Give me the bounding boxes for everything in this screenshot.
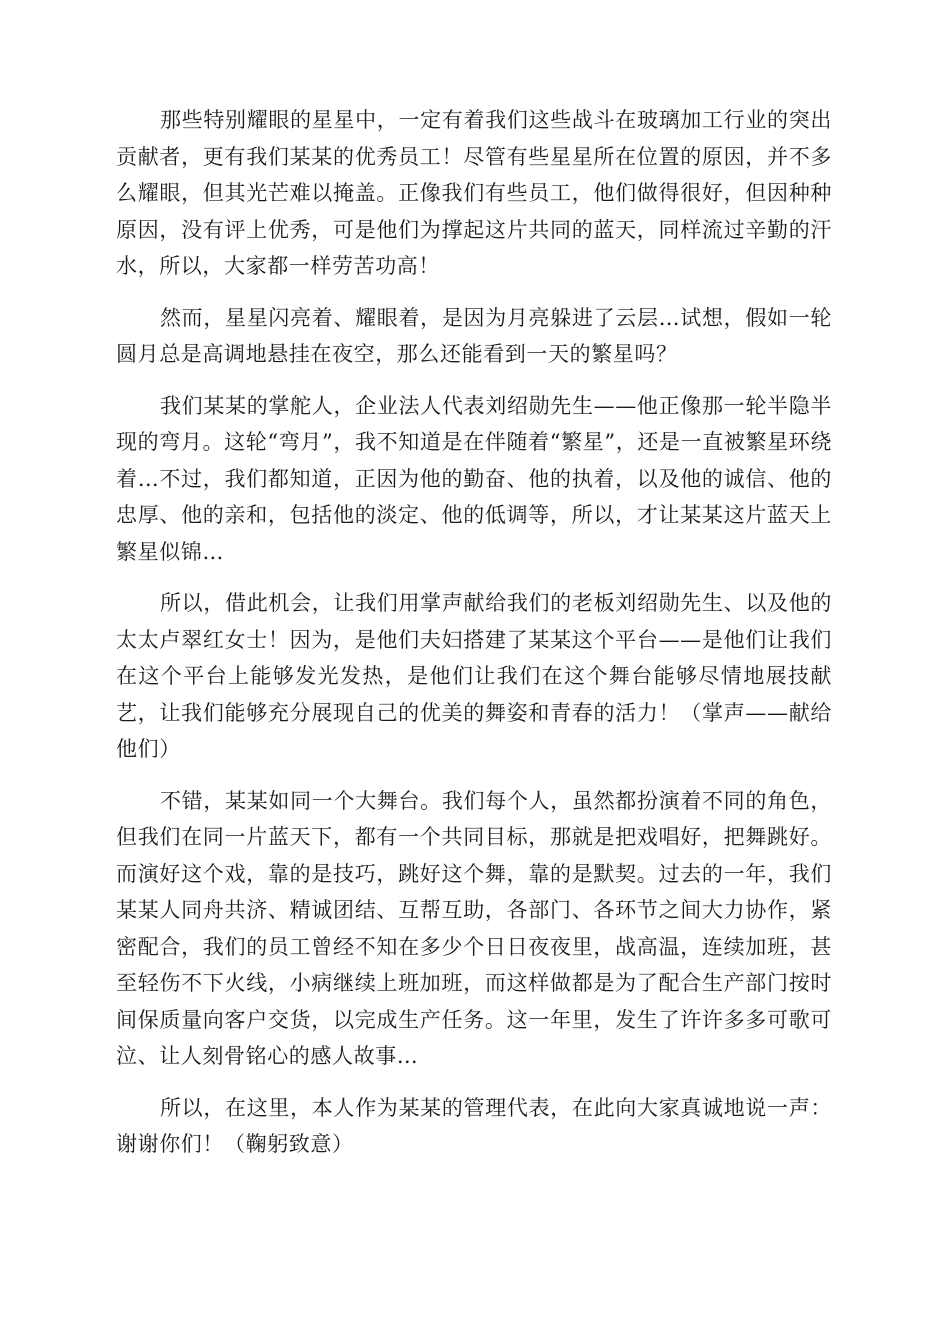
paragraph-4: 所以，借此机会，让我们用掌声献给我们的老板刘绍勋先生、以及他的太太卢翠红女士！因为，是他们夫妇搭建了某某这个平台——是他们让我们在这个平台上能够发光发热，是他们让我们在这个舞台能够尽情地展技献艺，让我们能够充分展现自己的优美的舞姿和青春的活力！（掌声——献给他们） (116, 591, 832, 761)
paragraph-3: 我们某某的掌舵人，企业法人代表刘绍勋先生——他正像那一轮半隐半现的弯月。这轮“弯月”，我不知道是在伴随着“繁星”，还是一直被繁星环绕着…不过，我们都知道，正因为他的勤奋、他的执着，以及他的诚信、他的忠厚、他的亲和，包括他的淡定、他的低调等，所以，才让某某这片蓝天上繁星似锦… (116, 393, 832, 564)
paragraph-2: 然而，星星闪亮着、耀眼着，是因为月亮躲进了云层…试想，假如一轮圆月总是高调地悬挂在夜空，那么还能看到一天的繁星吗？ (116, 305, 832, 366)
paragraph-6: 所以，在这里，本人作为某某的管理代表，在此向大家真诚地说一声：谢谢你们！（鞠躬致意） (116, 1095, 832, 1156)
document-body (116, 102, 832, 1178)
paragraph-1: 那些特别耀眼的星星中，一定有着我们这些战斗在玻璃加工行业的突出贡献者，更有我们某某的优秀员工！尽管有些星星所在位置的原因，并不多么耀眼，但其光芒难以掩盖。正像我们有些员工，他们做得很好，但因种种原因，没有评上优秀，可是他们为撑起这片共同的蓝天，同样流过辛勤的汗水，所以，大家都一样劳苦功高！ (116, 108, 832, 278)
paragraph-5: 不错，某某如同一个大舞台。我们每个人，虽然都扮演着不同的角色，但我们在同一片蓝天下，都有一个共同目标，那就是把戏唱好，把舞跳好。而演好这个戏，靠的是技巧，跳好这个舞，靠的是默契。过去的一年，我们某某人同舟共济、精诚团结、互帮互助，各部门、各环节之间大力协作，紧密配合，我们的员工曾经不知在多少个日日夜夜里，战高温，连续加班，甚至轻伤不下火线，小病继续上班加班，而这样做都是为了配合生产部门按时间保质量向客户交货，以完成生产任务。这一年里，发生了许许多多可歌可泣、让人刻骨铭心的感人故事… (116, 788, 832, 1068)
